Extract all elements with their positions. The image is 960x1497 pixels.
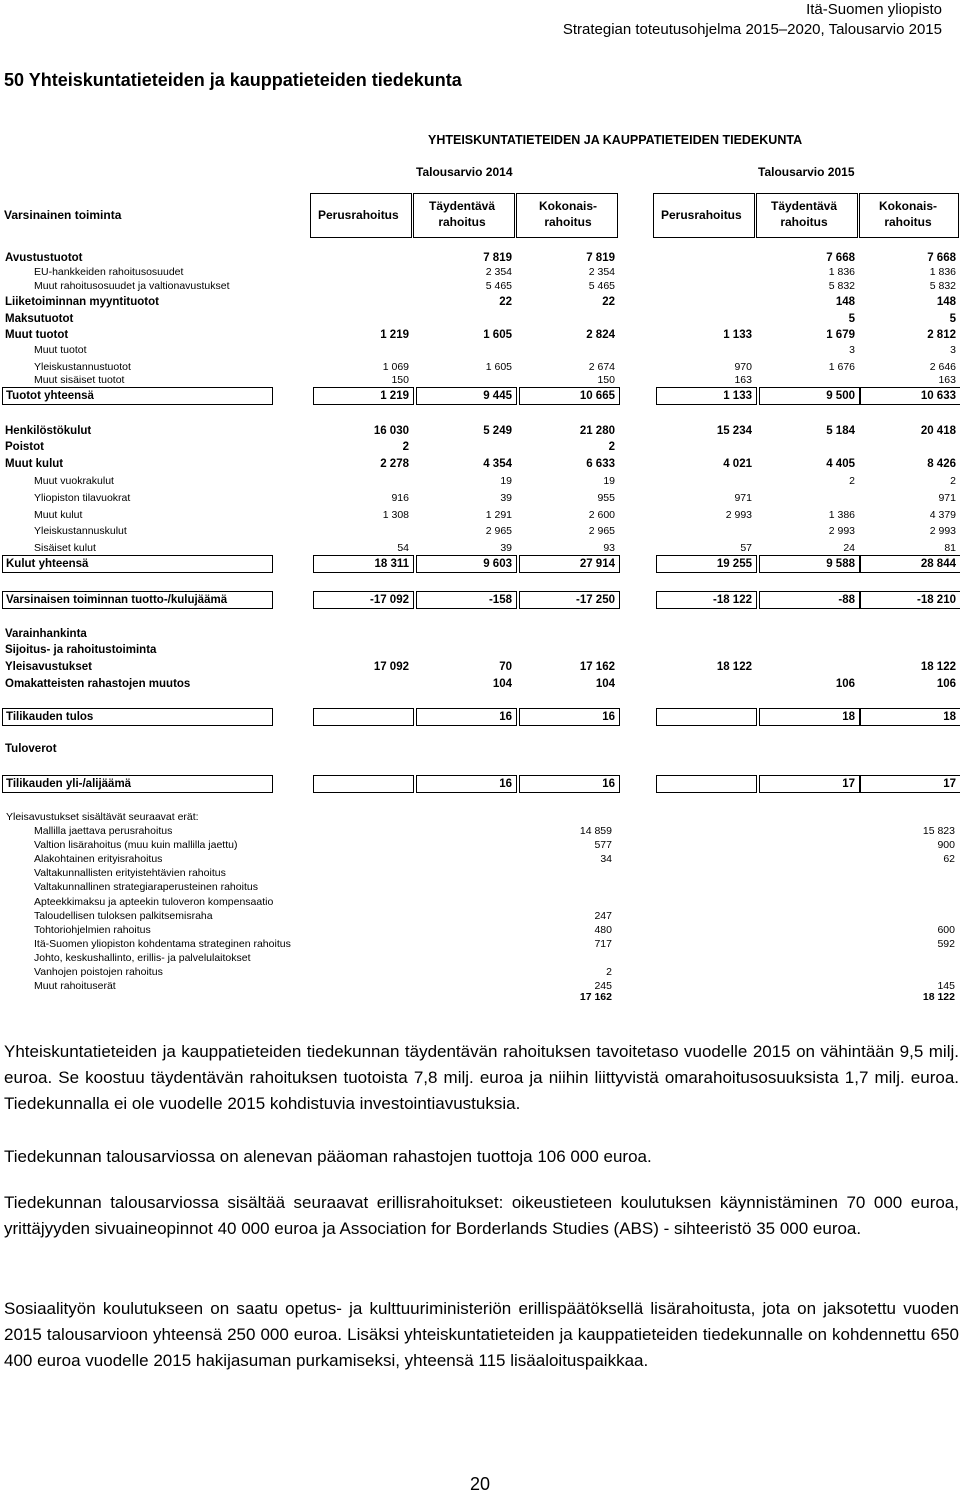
row-value: 916 [391, 492, 409, 504]
row-value: 1 133 [723, 329, 752, 341]
row-value: 150 [597, 374, 615, 386]
row-value: -17 092 [369, 594, 409, 606]
row-value: 19 255 [716, 558, 752, 570]
row-label: Varainhankinta [5, 628, 87, 640]
note-value-2014: 480 [594, 923, 612, 936]
total-cell-box [656, 775, 757, 793]
notes-total-2015: 18 122 [922, 991, 955, 1003]
row-value: 2 [608, 441, 615, 453]
row-label: Muut tuotot [34, 344, 87, 356]
note-label: Alakohtainen erityisrahoitus [34, 853, 163, 866]
row-value: 17 092 [373, 661, 409, 673]
row-value: 2 [950, 475, 956, 487]
row-value: 18 311 [374, 558, 409, 570]
row-value: 148 [835, 296, 855, 308]
row-header: Varsinainen toiminta [4, 208, 122, 222]
row-value: 16 030 [373, 425, 409, 437]
note-label: Johto, keskushallinto, erillis- ja palvelulaitokset [34, 951, 251, 964]
row-value: 1 308 [382, 509, 409, 521]
total-cell-box [313, 708, 414, 726]
header-box-perus-2014 [310, 193, 412, 238]
paragraph-4: Sosiaalityön koulutukseen on saatu opetus- ja kulttuuriministeriön erillispäätöksellä lisärahoitusta, jota on jaksotettu vuoden 2015 talousarvioon yhteensä 250 000 euroa. Lisäksi yhteiskuntatieteiden ja kauppatieteiden tiedekunnalle on kohdennettu 650 400 euroa vuodelle 2015 hakijasuman purkamiseksi, yhteensä 115 lisäaloituspaikkaa. [4, 1299, 959, 1370]
row-value: 971 [938, 492, 956, 504]
row-value: 1 676 [828, 361, 855, 373]
row-value: 5 465 [485, 280, 512, 292]
row-value: 16 [499, 711, 512, 723]
col-kokonais-2014: Kokonais- rahoitus [538, 199, 597, 229]
col-taydentava-2015: Täydentävä rahoitus [770, 199, 838, 229]
header-box-taydentava-2015 [756, 193, 858, 238]
paragraph-3: Tiedekunnan talousarviossa sisältää seuraavat erillisrahoitukset: oikeustieteen koulutuksen käynnistäminen 70 000 euroa, yrittäjyyden sivuaineopinnot 40 000 euroa ja Association for Borderlands Studies (ABS) - sihteeristö 35 000 euroa. [4, 1193, 959, 1238]
row-value: 1 679 [826, 329, 855, 341]
row-label: Poistot [5, 441, 44, 453]
page-number: 20 [470, 1474, 491, 1494]
row-label: Tuotot yhteensä [6, 390, 94, 402]
row-value: 19 [603, 475, 615, 487]
row-value: 18 122 [716, 661, 752, 673]
row-label: Sijoitus- ja rahoitustoiminta [5, 644, 157, 656]
document-header [563, 0, 942, 40]
row-value: 1 605 [483, 329, 512, 341]
row-value: 1 291 [485, 509, 512, 521]
row-value: 8 426 [927, 458, 956, 470]
row-value: 2 824 [586, 329, 615, 341]
row-value: 2 278 [380, 458, 409, 470]
row-label: EU-hankkeiden rahoitusosuudet [34, 266, 184, 278]
row-value: 104 [492, 678, 512, 690]
row-value: 2 993 [929, 525, 956, 537]
row-value: 9 588 [826, 558, 855, 570]
row-value: 22 [499, 296, 512, 308]
row-value: 5 [949, 313, 956, 325]
row-value: 2 [849, 475, 855, 487]
row-value: 16 [499, 778, 512, 790]
row-label: Yleiskustannuskulut [34, 525, 127, 537]
row-value: 39 [500, 542, 512, 554]
note-label: Valtakunnallisten erityistehtävien rahoitus [34, 867, 226, 880]
notes-total-2014: 17 162 [579, 991, 612, 1003]
row-value: 4 379 [929, 509, 956, 521]
row-label: Muut kulut [34, 509, 83, 521]
row-value: 10 665 [579, 390, 615, 402]
row-value: 7 819 [586, 252, 615, 264]
university-name: Itä-Suomen yliopisto [806, 1, 942, 18]
row-value: 15 234 [716, 425, 752, 437]
row-value: 9 500 [826, 390, 855, 402]
row-label: Avustustuotot [5, 252, 83, 264]
col-kokonais-2015: Kokonais- rahoitus [878, 199, 937, 229]
note-value-2014: 2 [606, 966, 612, 978]
note-value-2014: 577 [594, 839, 612, 852]
row-value: 2 812 [927, 329, 956, 341]
row-value: 21 280 [579, 425, 615, 437]
note-value-2014: 247 [594, 909, 612, 922]
row-value: 163 [938, 374, 956, 386]
note-label: Valtion lisärahoitus (muu kuin mallilla jaettu) [34, 839, 238, 852]
note-label: Itä-Suomen yliopiston kohdentama strateginen rahoitus [34, 937, 291, 950]
note-value-2014: 717 [594, 937, 612, 950]
row-label: Maksutuotot [5, 313, 74, 325]
row-label: Omakatteisten rahastojen muutos [5, 678, 191, 690]
budget-2014-label: Talousarvio 2014 [416, 165, 513, 179]
row-value: 5 832 [828, 280, 855, 292]
note-label: Vanhojen poistojen rahoitus [34, 966, 163, 978]
row-value: 2 600 [588, 509, 615, 521]
row-value: 19 [500, 475, 512, 487]
row-value: 28 844 [920, 558, 956, 570]
row-value: 4 021 [723, 458, 752, 470]
faculty-heading: YHTEISKUNTATIETEIDEN JA KAUPPATIETEIDEN TIEDEKUNTA [428, 133, 803, 147]
row-label: Varsinaisen toiminnan tuotto-/kulujäämä [6, 594, 228, 606]
row-value: 17 162 [579, 661, 615, 673]
row-value: -18 122 [712, 594, 752, 606]
row-label: Tilikauden tulos [6, 711, 94, 723]
header-box-kokonais-2014 [516, 193, 618, 238]
row-value: 57 [740, 542, 752, 554]
row-value: 9 445 [483, 390, 512, 402]
total-cell-box [313, 775, 414, 793]
row-value: 5 [848, 313, 855, 325]
note-value-2015: 592 [937, 937, 955, 950]
row-value: 18 122 [920, 661, 956, 673]
row-label: Tuloverot [5, 743, 57, 755]
row-value: 3 [950, 344, 956, 356]
row-label: Muut vuokrakulut [34, 475, 114, 487]
row-value: 17 [842, 778, 855, 790]
row-value: -17 250 [575, 594, 615, 606]
note-label: Mallilla jaettava perusrahoitus [34, 825, 173, 837]
col-taydentava-2014: Täydentävä rahoitus [428, 199, 496, 229]
row-label: Henkilöstökulut [5, 425, 92, 437]
row-value: 1 605 [485, 361, 512, 373]
row-label: Liiketoiminnan myyntituotot [5, 296, 159, 308]
row-value: 1 219 [380, 390, 409, 402]
note-value-2015: 145 [937, 980, 955, 993]
note-label: Valtakunnallinen strategiaraperusteinen rahoitus [34, 881, 258, 894]
row-value: 7 668 [826, 252, 855, 264]
note-value-2014: 245 [594, 980, 612, 993]
paragraph-1: Yhteiskuntatieteiden ja kauppatieteiden tiedekunnan täydentävän rahoituksen tavoitetaso vuodelle 2015 on vähintään 9,5 milj. euroa. Se koostuu täydentävän rahoituksen tuotoista 7,8 milj. euroa ja niihin liittyvistä omarahoitusosuuksista 1,7 milj. euroa. Tiedekunnalla ei ole vuodelle 2015 kohdistuvia investointiavustuksia. [4, 1042, 959, 1113]
notes-heading: Yleisavustukset sisältävät seuraavat erät: [6, 811, 199, 823]
row-value: 20 418 [920, 425, 956, 437]
row-value: 18 [842, 711, 855, 723]
row-value: 106 [936, 678, 956, 690]
note-label: Apteekkimaksu ja apteekin tuloveron kompensaatio [34, 895, 274, 908]
row-value: 6 633 [586, 458, 615, 470]
row-value: 1 133 [723, 390, 752, 402]
row-value: 70 [499, 661, 512, 673]
row-value: 2 965 [485, 525, 512, 537]
row-value: 7 668 [927, 252, 956, 264]
row-value: 2 354 [588, 266, 615, 278]
row-value: 81 [944, 542, 956, 554]
row-value: 16 [602, 778, 615, 790]
row-value: 18 [943, 711, 956, 723]
document-subtitle: Strategian toteutusohjelma 2015–2020, Talousarvio 2015 [562, 21, 942, 38]
row-value: 971 [734, 492, 752, 504]
row-label: Tilikauden yli-/alijäämä [6, 778, 132, 790]
note-label: Tohtoriohjelmien rahoitus [34, 923, 151, 936]
row-value: 106 [835, 678, 855, 690]
budget-2015-label: Talousarvio 2015 [758, 165, 855, 179]
row-label: Yliopiston tilavuokrat [34, 492, 131, 504]
row-value: 17 [943, 778, 956, 790]
row-value: 5 184 [826, 425, 855, 437]
row-value: 4 354 [483, 458, 512, 470]
row-value: 1 219 [380, 329, 409, 341]
row-label: Kulut yhteensä [6, 558, 89, 570]
row-value: 970 [734, 361, 752, 373]
note-value-2015: 15 823 [922, 825, 955, 837]
row-value: 3 [849, 344, 855, 356]
row-value: 2 965 [588, 525, 615, 537]
row-label: Yleisavustukset [5, 661, 92, 673]
row-value: 7 819 [483, 252, 512, 264]
section-title: 50 Yhteiskuntatieteiden ja kauppatieteiden tiedekunta [4, 70, 462, 90]
row-label: Muut sisäiset tuotot [34, 374, 125, 386]
row-value: 16 [602, 711, 615, 723]
row-value: -88 [838, 594, 855, 606]
col-perusrahoitus-2014: Perusrahoitus [318, 208, 399, 222]
row-value: 1 836 [929, 266, 956, 278]
row-value: 2 993 [725, 509, 752, 521]
paragraph-2: Tiedekunnan talousarviossa on alenevan pääoman rahastojen tuottoja 106 000 euroa. [4, 1147, 652, 1166]
row-label: Yleiskustannustuotot [34, 361, 131, 373]
note-label: Taloudellisen tuloksen palkitsemisraha [34, 909, 213, 922]
row-value: 54 [397, 542, 409, 554]
row-value: 93 [603, 542, 615, 554]
row-value: 10 633 [920, 390, 956, 402]
row-value: 104 [595, 678, 615, 690]
row-label: Muut kulut [5, 458, 64, 470]
row-value: 39 [500, 492, 512, 504]
header-box-taydentava-2014 [413, 193, 515, 238]
row-value: 2 [402, 441, 409, 453]
row-value: -18 210 [916, 594, 956, 606]
row-value: 2 993 [828, 525, 855, 537]
row-value: 27 914 [579, 558, 615, 570]
row-value: 163 [734, 374, 752, 386]
row-value: 4 405 [826, 458, 855, 470]
row-label: Muut tuotot [5, 329, 69, 341]
header-box-perus-2015 [653, 193, 755, 238]
row-value: 5 832 [929, 280, 956, 292]
note-label: Muut rahoituserät [34, 980, 116, 993]
row-value: 1 386 [828, 509, 855, 521]
row-value: 2 646 [929, 361, 956, 373]
header-box-kokonais-2015 [859, 193, 959, 238]
row-value: 148 [936, 296, 956, 308]
row-value: 1 836 [828, 266, 855, 278]
row-value: 5 249 [483, 425, 512, 437]
row-label: Sisäiset kulut [34, 542, 96, 554]
note-value-2015: 62 [943, 853, 955, 866]
row-value: 9 603 [483, 558, 512, 570]
row-value: -158 [488, 594, 512, 606]
row-value: 24 [843, 542, 855, 554]
row-value: 2 674 [588, 361, 615, 373]
row-value: 22 [602, 296, 615, 308]
row-value: 150 [391, 374, 409, 386]
col-perusrahoitus-2015: Perusrahoitus [661, 208, 742, 222]
row-value: 2 354 [485, 266, 512, 278]
row-value: 955 [597, 492, 615, 504]
note-value-2014: 14 859 [579, 825, 612, 837]
row-value: 1 069 [382, 361, 409, 373]
note-value-2015: 900 [937, 839, 955, 852]
note-value-2014: 34 [600, 853, 612, 866]
row-label: Muut rahoitusosuudet ja valtionavustukset [34, 280, 230, 292]
row-value: 5 465 [588, 280, 615, 292]
note-value-2015: 600 [937, 923, 955, 936]
total-cell-box [656, 708, 757, 726]
